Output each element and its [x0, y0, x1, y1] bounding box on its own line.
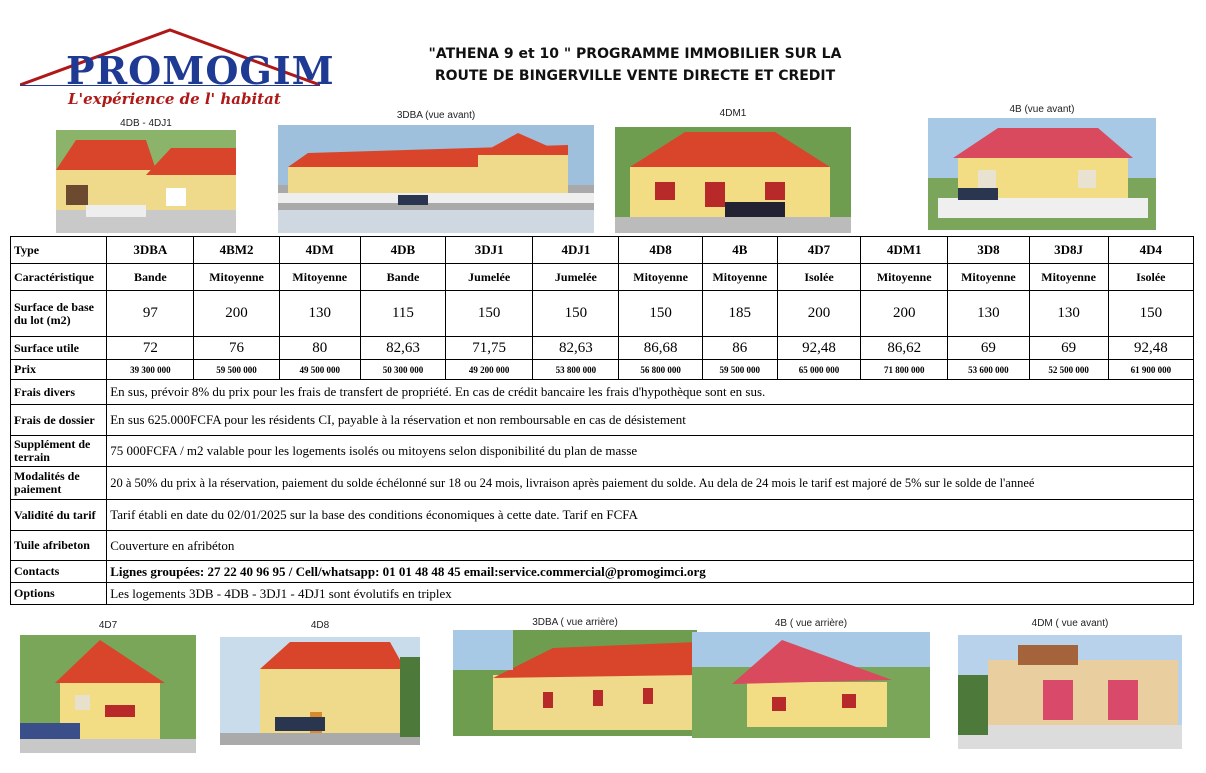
cell-surface-utile: 76: [194, 337, 279, 360]
cell-surface-utile: 69: [1029, 337, 1108, 360]
cell-surface-utile: 80: [279, 337, 360, 360]
row-supplement-terrain: [11, 436, 1194, 467]
house-photo-4b-front: [928, 118, 1156, 230]
row-options: [11, 583, 1194, 605]
cell-surface-base: 185: [702, 291, 777, 337]
cell-caracteristique: Mitoyenne: [702, 264, 777, 291]
row-prix: [11, 360, 1194, 380]
cell-surface-utile: 92,48: [777, 337, 860, 360]
cell-prix: 59 500 000: [702, 360, 777, 380]
value-modalites-paiement: 20 à 50% du prix à la réservation, paiement du solde échélonné sur 18 ou 24 mois, livraison après paiement du solde. Au dela de 24 mois le tarif est majoré de 5% sur le solde de l'anneé: [107, 467, 1194, 500]
label-surface-base: Surface de base du lot (m2): [11, 291, 107, 337]
cell-prix: 71 800 000: [861, 360, 948, 380]
cell-type: 3D8J: [1029, 237, 1108, 264]
cell-type: 3DBA: [107, 237, 194, 264]
cell-prix: 50 300 000: [360, 360, 445, 380]
row-modalites-paiement: [11, 467, 1194, 500]
value-validite-tarif: Tarif établi en date du 02/01/2025 sur la base des conditions économiques à cette date. Tarif en FCFA: [107, 500, 1194, 531]
image-caption: 4DM ( vue avant): [1031, 618, 1109, 629]
cell-caracteristique: Isolée: [777, 264, 860, 291]
cell-prix: 49 200 000: [446, 360, 533, 380]
cell-caracteristique: Mitoyenne: [194, 264, 279, 291]
label-validite-tarif: Validité du tarif: [11, 500, 107, 531]
cell-type: 4DB: [360, 237, 445, 264]
cell-caracteristique: Bande: [360, 264, 445, 291]
cell-caracteristique: Mitoyenne: [279, 264, 360, 291]
label-tuile-afribeton: Tuile afribeton: [11, 531, 107, 561]
label-prix: Prix: [11, 360, 107, 380]
cell-surface-utile: 86,62: [861, 337, 948, 360]
cell-type: 4BM2: [194, 237, 279, 264]
row-type: [11, 237, 1194, 264]
cell-prix: 56 800 000: [619, 360, 702, 380]
image-caption: 3DBA ( vue arrière): [532, 617, 618, 628]
cell-type: 4DJ1: [533, 237, 619, 264]
value-frais-divers: En sus, prévoir 8% du prix pour les frais de transfert de propriété. En cas de crédit bancaire les frais d'hypothèque sont en sus.: [107, 380, 1194, 405]
title-line-1: "ATHENA 9 et 10 " PROGRAMME IMMOBILIER SUR LA: [428, 46, 842, 62]
logo-tagline: L'expérience de l' habitat: [68, 90, 281, 108]
label-type: Type: [11, 237, 107, 264]
cell-caracteristique: Mitoyenne: [1029, 264, 1108, 291]
row-validite-tarif: [11, 500, 1194, 531]
cell-surface-utile: 72: [107, 337, 194, 360]
label-supplement-terrain: Supplément de terrain: [11, 436, 107, 467]
image-caption: 4DM1: [719, 108, 747, 119]
house-photo-3dba-rear: [453, 630, 697, 736]
document-title: [405, 43, 865, 87]
cell-surface-base: 130: [279, 291, 360, 337]
price-specifications-table: [10, 236, 1194, 605]
cell-type: 4DM: [279, 237, 360, 264]
cell-surface-utile: 69: [948, 337, 1029, 360]
cell-surface-base: 200: [194, 291, 279, 337]
cell-surface-utile: 82,63: [533, 337, 619, 360]
cell-prix: 39 300 000: [107, 360, 194, 380]
image-caption: 4B ( vue arrière): [774, 618, 848, 629]
image-caption: 4D7: [98, 620, 118, 631]
row-frais-dossier: [11, 405, 1194, 436]
image-caption: 3DBA (vue avant): [396, 110, 476, 121]
cell-caracteristique: Isolée: [1108, 264, 1193, 291]
image-caption: 4D8: [310, 620, 330, 631]
label-caracteristique: Caractéristique: [11, 264, 107, 291]
label-frais-divers: Frais divers: [11, 380, 107, 405]
cell-surface-base: 150: [533, 291, 619, 337]
cell-surface-utile: 82,63: [360, 337, 445, 360]
cell-surface-base: 150: [619, 291, 702, 337]
cell-surface-utile: 86: [702, 337, 777, 360]
cell-type: 3D8: [948, 237, 1029, 264]
row-surface-utile: [11, 337, 1194, 360]
cell-caracteristique: Jumelée: [533, 264, 619, 291]
cell-caracteristique: Mitoyenne: [619, 264, 702, 291]
house-photo-3dba-front: [278, 125, 594, 233]
cell-surface-utile: 86,68: [619, 337, 702, 360]
cell-prix: 52 500 000: [1029, 360, 1108, 380]
cell-type: 4D7: [777, 237, 860, 264]
cell-type: 4D4: [1108, 237, 1193, 264]
cell-type: 4D8: [619, 237, 702, 264]
cell-surface-base: 115: [360, 291, 445, 337]
row-tuile-afribeton: [11, 531, 1194, 561]
image-caption: 4B (vue avant): [1009, 104, 1075, 115]
cell-type: 4DM1: [861, 237, 948, 264]
label-modalites-paiement: Modalités de paiement: [11, 467, 107, 500]
label-frais-dossier: Frais de dossier: [11, 405, 107, 436]
value-contacts: Lignes groupées: 27 22 40 96 95 / Cell/whatsapp: 01 01 48 48 45 email:service.commercial@promogimci.org: [107, 561, 1194, 583]
row-contacts: [11, 561, 1194, 583]
cell-surface-base: 150: [446, 291, 533, 337]
cell-type: 3DJ1: [446, 237, 533, 264]
house-photo-4d7: [20, 635, 196, 753]
cell-prix: 59 500 000: [194, 360, 279, 380]
value-tuile-afribeton: Couverture en afribéton: [107, 531, 1194, 561]
row-surface-base: [11, 291, 1194, 337]
cell-surface-base: 200: [861, 291, 948, 337]
cell-surface-base: 130: [948, 291, 1029, 337]
label-surface-utile: Surface utile: [11, 337, 107, 360]
cell-prix: 53 600 000: [948, 360, 1029, 380]
house-photo-4db-4dj1: [56, 130, 236, 233]
house-photo-4b-rear: [692, 632, 930, 738]
value-options: Les logements 3DB - 4DB - 3DJ1 - 4DJ1 sont évolutifs en triplex: [107, 583, 1194, 605]
cell-prix: 61 900 000: [1108, 360, 1193, 380]
value-supplement-terrain: 75 000FCFA / m2 valable pour les logements isolés ou mitoyens selon disponibilité du plan de masse: [107, 436, 1194, 467]
cell-surface-base: 200: [777, 291, 860, 337]
cell-surface-base: 130: [1029, 291, 1108, 337]
cell-type: 4B: [702, 237, 777, 264]
cell-surface-base: 150: [1108, 291, 1193, 337]
house-photo-4dm-front: [958, 635, 1182, 749]
house-photo-4d8: [220, 637, 420, 745]
cell-caracteristique: Jumelée: [446, 264, 533, 291]
promogim-logo: [20, 26, 335, 112]
cell-surface-base: 97: [107, 291, 194, 337]
house-photo-4dm1: [615, 127, 851, 233]
label-contacts: Contacts: [11, 561, 107, 583]
cell-caracteristique: Mitoyenne: [948, 264, 1029, 291]
image-caption: 4DB - 4DJ1: [120, 118, 172, 129]
cell-prix: 53 800 000: [533, 360, 619, 380]
cell-prix: 65 000 000: [777, 360, 860, 380]
cell-caracteristique: Mitoyenne: [861, 264, 948, 291]
logo-name: PROMOGIM: [66, 48, 335, 93]
cell-caracteristique: Bande: [107, 264, 194, 291]
label-options: Options: [11, 583, 107, 605]
row-frais-divers: [11, 380, 1194, 405]
cell-surface-utile: 92,48: [1108, 337, 1193, 360]
value-frais-dossier: En sus 625.000FCFA pour les résidents CI, payable à la réservation et non remboursable en cas de désistement: [107, 405, 1194, 436]
row-caracteristique: [11, 264, 1194, 291]
title-line-2: ROUTE DE BINGERVILLE VENTE DIRECTE ET CREDIT: [434, 68, 836, 84]
cell-surface-utile: 71,75: [446, 337, 533, 360]
cell-prix: 49 500 000: [279, 360, 360, 380]
